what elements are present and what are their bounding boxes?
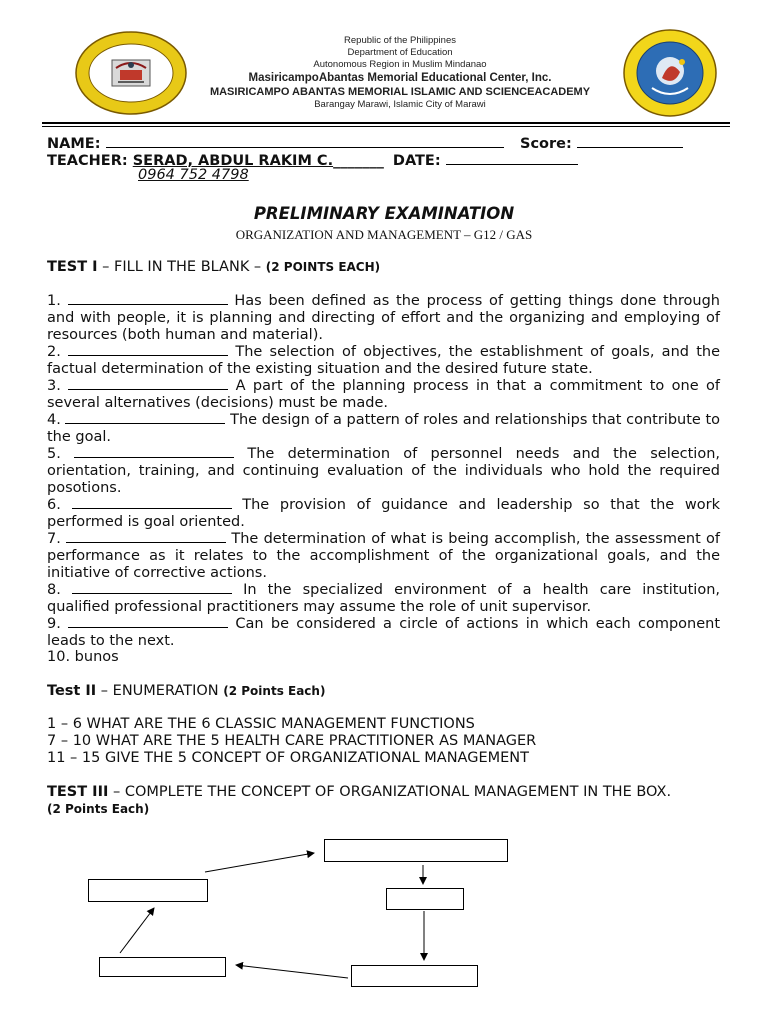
date-label: DATE: [392,153,441,169]
arrow-left-to-top [205,853,314,872]
arrow-bottomleft-to-left [120,908,154,953]
teacher-field [47,150,578,169]
question-text: Can be considered a circle of actions in which each component leads to the next. [47,616,721,649]
name-blank[interactable] [106,133,504,148]
question-text: In the specialized environment of a health care institution, qualified professional practitioners may assume the role of unit supervisor. [47,582,720,615]
question-10: 10. bunos [47,649,119,665]
question-text: The selection of objectives, the establishment of goals, and the factual determination of the existing situation and the desired future state. [47,344,721,377]
enumeration-item: 7 – 10 WHAT ARE THE 5 HEALTH CARE PRACTITIONER AS MANAGER [47,733,537,749]
date-blank[interactable] [446,150,578,165]
question-number: 6. [47,497,61,513]
test2-points: (2 Points Each) [223,684,326,698]
question-text: The design of a pattern of roles and relationships that contribute to the goal. [47,412,721,445]
header-region: Autonomous Region in Muslim Mindanao [313,59,487,70]
arrow-bottom-to-bottomleft [236,965,348,978]
concept-box-left[interactable] [88,879,208,902]
exam-title: PRELIMINARY EXAMINATION [253,204,515,223]
teacher-trail: _______ [333,153,384,169]
question-number: 3. [47,378,61,394]
question-7 [47,529,720,582]
question-number: 4. [47,412,61,428]
answer-blank[interactable] [72,495,232,509]
header-academy-name: MASIRICAMPO ABANTAS MEMORIAL ISLAMIC AND SCIENCEACADEMY [209,86,591,98]
question-number: 2. [47,344,61,360]
answer-blank[interactable] [68,376,228,390]
test2-title: – ENUMERATION [96,683,224,699]
answer-blank[interactable] [68,291,228,305]
concept-box-bottom-left[interactable] [99,957,226,977]
exam-subtitle: ORGANIZATION AND MANAGEMENT – G12 / GAS [235,227,533,242]
enumeration-item: 1 – 6 WHAT ARE THE 6 CLASSIC MANAGEMENT FUNCTIONS [47,716,475,732]
answer-blank[interactable] [68,614,228,628]
answer-blank[interactable] [65,410,225,424]
teacher-phone: 0964 752 4798 [138,167,249,183]
test1-label: TEST I [47,259,98,275]
teacher-name: SERAD, ABDUL RAKIM C. [132,153,334,169]
name-label: NAME: [47,136,101,152]
test3-heading [47,784,671,800]
header-department: Department of Education [347,47,453,58]
concept-box-top[interactable] [324,839,508,862]
question-text: Has been defined as the process of getting things done through and with people, it is planning and directing of effort and the organizing and employing of resources (both human and material). [47,293,721,343]
question-number: 1. [47,293,61,309]
question-text: A part of the planning process in that a commitment to one of several alternatives (decisions) must be made. [47,378,721,411]
header-divider [42,122,730,124]
question-8 [47,580,720,616]
question-1 [47,291,720,344]
question-text: The determination of what is being accomplish, the assessment of performance as it relates to the accomplishment of the organizational goals, and the initiative of corrective actions. [47,531,721,581]
score-label: Score: [520,136,572,152]
header-school-name: MasiricampoAbantas Memorial Educational Center, Inc. [248,72,552,84]
test3-title: – COMPLETE THE CONCEPT OF ORGANIZATIONAL MANAGEMENT IN THE BOX. [108,784,672,800]
question-9 [47,614,720,650]
score-blank[interactable] [577,133,683,148]
concept-box-bottom[interactable] [351,965,478,987]
school-logo-left [74,30,188,116]
question-number: 8. [47,582,61,598]
question-number: 9. [47,616,61,632]
test1-points: (2 POINTS EACH) [265,260,381,274]
question-3 [47,376,720,412]
school-logo-right [622,28,718,118]
answer-blank[interactable] [66,529,226,543]
question-4 [47,410,720,446]
question-6 [47,495,720,531]
question-number: 7. [47,531,61,547]
enumeration-item: 11 – 15 GIVE THE 5 CONCEPT OF ORGANIZATIONAL MANAGEMENT [47,750,529,766]
answer-blank[interactable] [72,580,232,594]
question-5 [47,444,720,497]
answer-blank[interactable] [74,444,234,458]
teacher-label: TEACHER: [47,153,128,169]
test3-label: TEST III [47,784,109,800]
header-address: Barangay Marawi, Islamic City of Marawi [314,99,486,110]
test1-heading [47,259,380,275]
concept-box-right[interactable] [386,888,464,910]
test1-title: – FILL IN THE BLANK – [97,259,266,275]
test2-heading [47,683,325,699]
question-text: The provision of guidance and leadership so that the work performed is goal oriented. [47,497,720,530]
header-republic: Republic of the Philippines [344,35,456,46]
header-divider-thin [42,126,730,127]
question-2 [47,342,720,378]
answer-blank[interactable] [68,342,228,356]
question-number: 5. [47,446,61,462]
test2-label: Test II [47,683,97,699]
question-text: The determination of personnel needs and the selection, orientation, training, and continuing evaluation of the individuals who hold the required posotions. [47,446,721,496]
test3-points: (2 Points Each) [47,802,150,816]
